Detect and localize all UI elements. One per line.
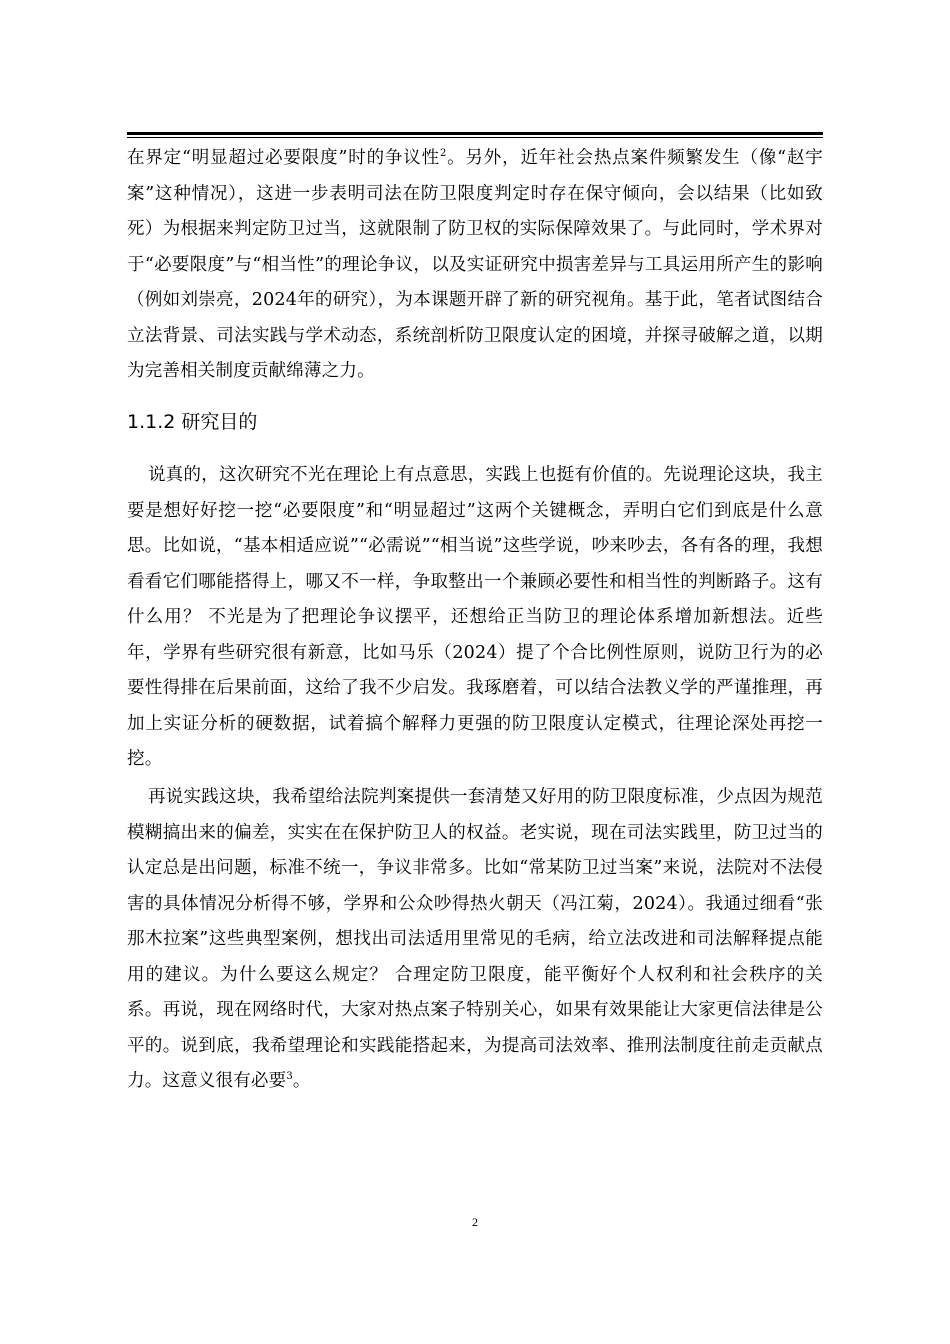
paragraph-text: 在界定“明显超过必要限度”时的争议性 bbox=[127, 148, 440, 168]
paragraph-practice bbox=[127, 780, 823, 1100]
paragraph-text: 。 bbox=[292, 1071, 311, 1091]
paragraph-background bbox=[127, 141, 823, 390]
section-heading-research-purpose: 1.1.2 研究目的 bbox=[127, 411, 258, 433]
page-number: 2 bbox=[472, 1215, 478, 1229]
paragraph-text: 再说实践这块，我希望给法院判案提供一套清楚又好用的防卫限度标准，少点因为规范模糊搞出来的偏差，实实在在保护防卫人的权益。老实说，现在司法实践里，防卫过当的认定总是出问题，标准不统一，争议非常多。比如“常某防卫过当案”来说，法院对不法侵害的具体情况分析得不够，学界和公众吵得热火朝天（冯江菊，2024）。我通过细看“张那木拉案”这些典型案例，想找出司法适用里常见的毛病，给立法改进和司法解释提点能用的建议。为什么要这么规定？ 合理定防卫限度，能平衡好个人权利和社会秩序的关系。再说，现在网络时代，大家对热点案子特别关心，如果有效果能让大家更信法律是公平的。说到底，我希望理论和实践能搭起来，为提高司法效率、推刑法制度往前走贡献点力。这意义很有必要 bbox=[127, 787, 823, 1091]
footnote-ref-3[interactable]: 3 bbox=[286, 1071, 293, 1083]
footnote-ref-2[interactable]: 2 bbox=[439, 148, 447, 160]
paragraph-theory: 说真的，这次研究不光在理论上有点意思，实践上也挺有价值的。先说理论这块，我主要是想好好挖一挖“必要限度”和“明显超过”这两个关键概念，弄明白它们到底是什么意思。比如说，“基本相适应说”“必需说”“相当说”这些学说，吵来吵去，各有各的理，我想看看它们哪能搭得上，哪又不一样，争取整出一个兼顾必要性和相当性的判断路子。这有什么用？ 不光是为了把理论争议摆平，还想给正当防卫的理论体系增加新想法。近些年，学界有些研究很有新意，比如马乐（2024）提了个合比例性原则，说防卫行为的必要性得排在后果前面，这给了我不少启发。我琢磨着，可以结合法教义学的严谨推理，再加上实证分析的硬数据，试着搞个解释力更强的防卫限度认定模式，往理论深处再挖一挖。 bbox=[127, 465, 823, 769]
header-rule-thick bbox=[127, 132, 823, 135]
paragraph-text: 。另外，近年社会热点案件频繁发生（像“赵宇案”这种情况），这进一步表明司法在防卫限度判定时存在保守倾向，会以结果（比如致死）为根据来判定防卫过当，这就限制了防卫权的实际保障效果了。与此同时，学术界对于“必要限度”与“相当性”的理论争议，以及实证研究中损害差异与工具运用所产生的影响（例如刘崇亮，2024年的研究），为本课题开辟了新的研究视角。基于此，笔者试图结合立法背景、司法实践与学术动态，系统剖析防卫限度认定的困境，并探寻破解之道，以期为完善相关制度贡献绵薄之力。 bbox=[127, 148, 823, 381]
header-rule-thin bbox=[127, 137, 823, 138]
